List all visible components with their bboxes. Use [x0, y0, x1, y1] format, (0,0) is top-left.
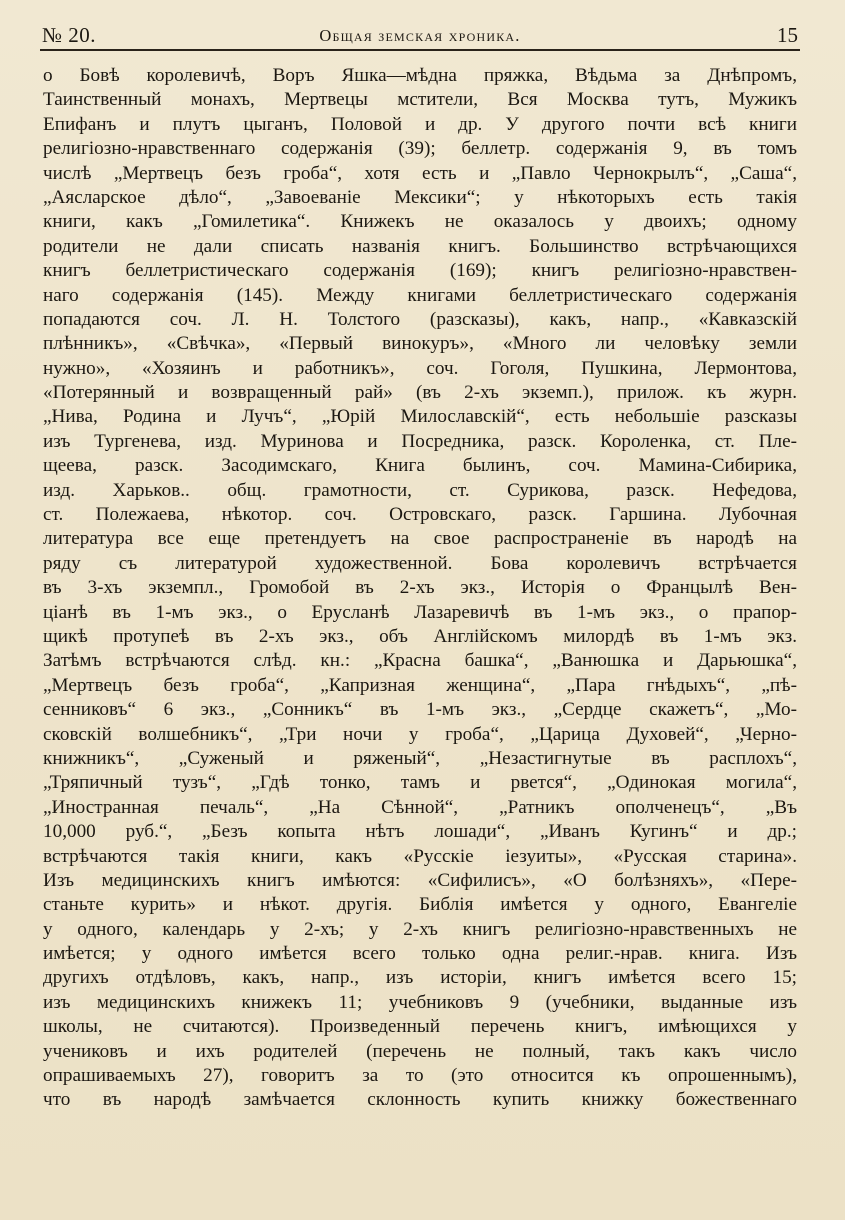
text-line: попадаются соч. Л. Н. Толстого (разсказы), какъ, напр., «Кавказскій [43, 308, 797, 330]
text-line: о Бовѣ королевичѣ, Воръ Яшка—мѣдна пряжка, Вѣдьма за Днѣпромъ, [43, 65, 797, 86]
text-line: Епифанъ и плутъ цыганъ, Половой и др. У другого почти всѣ книги [43, 113, 797, 135]
issue-number: № 20. [42, 23, 97, 47]
text-line: наго содержанія (145). Между книгами беллетристическаго содержанія [43, 284, 797, 306]
text-line: щеева, разск. Засодимскаго, Книга былинъ, соч. Мамина-Сибирика, [43, 455, 797, 477]
text-line: изъ медицинскихъ книжекъ 11; учебниковъ 9 (учебники, выданные изъ [43, 991, 797, 1013]
text-line: родители не дали списать названія книгъ. Большинство встрѣчающихся [43, 235, 797, 257]
text-line: плѣнникъ», «Свѣчка», «Первый винокуръ», «Много ли человѣку земли [43, 333, 797, 355]
text-line: имѣется; у одного имѣется всего только одна религ.-нрав. книга. Изъ [43, 943, 797, 965]
text-line: ст. Полежаева, нѣкотор. соч. Островскаго, разск. Гаршина. Лубочная [43, 504, 797, 526]
text-line: Изъ медицинскихъ книгъ имѣются: «Сифилисъ», «О болѣзняхъ», «Пере- [43, 869, 797, 891]
text-line: „Мертвецъ безъ гроба“, „Капризная женщина“, „Пара гнѣдыхъ“, „пѣ- [43, 674, 797, 696]
text-line: книги, какъ „Гомилетика“. Книжекъ не оказалось у двоихъ; одному [43, 211, 797, 233]
text-line: Таинственный монахъ, Мертвецы мстители, Вся Москва тутъ, Мужикъ [43, 89, 797, 111]
header-rule [40, 49, 800, 51]
body-text [43, 64, 797, 1113]
section-title: Общая земская хроника. [319, 26, 521, 45]
text-line: книгъ беллетристическаго содержанія (169); книгъ религіозно-нравствен- [43, 260, 797, 282]
text-line: литература все еще претендуетъ на свое распространеніе въ народѣ на [43, 528, 797, 550]
text-line: „Тряпичный тузъ“, „Гдѣ тонко, тамъ и рвется“, „Одинокая могила“, [43, 772, 797, 794]
text-line: другихъ отдѣловъ, какъ, напр., изъ исторіи, книгъ имѣется всего 15; [43, 967, 797, 989]
text-line: числѣ „Мертвецъ безъ гроба“, хотя есть и „Павло Чернокрылъ“, „Саша“, [43, 162, 797, 184]
text-line: въ 3-хъ экземпл., Громобой въ 2-хъ экз., Исторія о Францылѣ Вен- [43, 577, 797, 599]
text-line: что въ народѣ замѣчается склонность купить книжку божественнаго [43, 1089, 797, 1111]
text-line: нужно», «Хозяинъ и работникъ», соч. Гоголя, Пушкина, Лермонтова, [43, 357, 797, 379]
text-line: „Аясларское дѣло“, „Завоеваніе Мексики“; у нѣкоторыхъ есть такія [43, 186, 797, 208]
page-number: 15 [777, 23, 798, 47]
text-line: опрашиваемыхъ 27), говоритъ за то (это относится къ опрошеннымъ), [43, 1065, 797, 1087]
text-line: изъ Тургенева, изд. Муринова и Посредника, разск. Короленка, ст. Пле- [43, 430, 797, 452]
text-line: встрѣчаются такія книги, какъ «Русскіе іезуиты», «Русская старина». [43, 845, 797, 867]
text-line: «Потерянный и возвращенный рай» (въ 2-хъ экземп.), прилож. къ журн. [43, 382, 797, 404]
text-line: станьте курить» и нѣкот. другія. Библія имѣется у одного, Евангеліе [43, 894, 797, 916]
text-line: „Иностранная печаль“, „На Сѣнной“, „Ратникъ ополченецъ“, „Въ [43, 796, 797, 818]
text-line: сенниковъ“ 6 экз., „Сонникъ“ въ 1-мъ экз., „Сердце скажетъ“, „Мо- [43, 699, 797, 721]
text-line: Затѣмъ встрѣчаются слѣд. кн.: „Красна башка“, „Ванюшка и Дарьюшка“, [43, 650, 797, 672]
text-line: учениковъ и ихъ родителей (перечень не полный, такъ какъ число [43, 1040, 797, 1062]
text-line: книжникъ“, „Суженый и ряженый“, „Незастигнутые въ расплохъ“, [43, 747, 797, 769]
text-line: „Нива, Родина и Лучъ“, „Юрій Милославскій“, есть небольшіе разсказы [43, 406, 797, 428]
text-line: изд. Харьков.. общ. грамотности, ст. Сурикова, разск. Нефедова, [43, 479, 797, 501]
text-line: школы, не считаются). Произведенный перечень книгъ, имѣющихся у [43, 1016, 797, 1038]
text-line: 10,000 руб.“, „Безъ копыта нѣтъ лошади“, „Иванъ Кугинъ“ и др.; [43, 821, 797, 843]
text-line: религіозно-нравственнаго содержанія (39); беллетр. содержанія 9, въ томъ [43, 138, 797, 160]
text-line: ряду съ литературой художественной. Бова королевичъ встрѣчается [43, 552, 797, 574]
text-line: у одного, календарь у 2-хъ; у 2-хъ книгъ религіозно-нравственныхъ не [43, 918, 797, 940]
running-header [42, 20, 798, 50]
text-line: сковскій волшебникъ“, „Три ночи у гроба“, „Царица Духовей“, „Черно- [43, 723, 797, 745]
text-line: ціанѣ въ 1-мъ экз., о Еруcланѣ Лазаревичѣ въ 1-мъ экз., о прапор- [43, 601, 797, 623]
text-line: щикѣ протупеѣ въ 2-хъ экз., объ Англійскомъ милордѣ въ 1-мъ экз. [43, 625, 797, 647]
